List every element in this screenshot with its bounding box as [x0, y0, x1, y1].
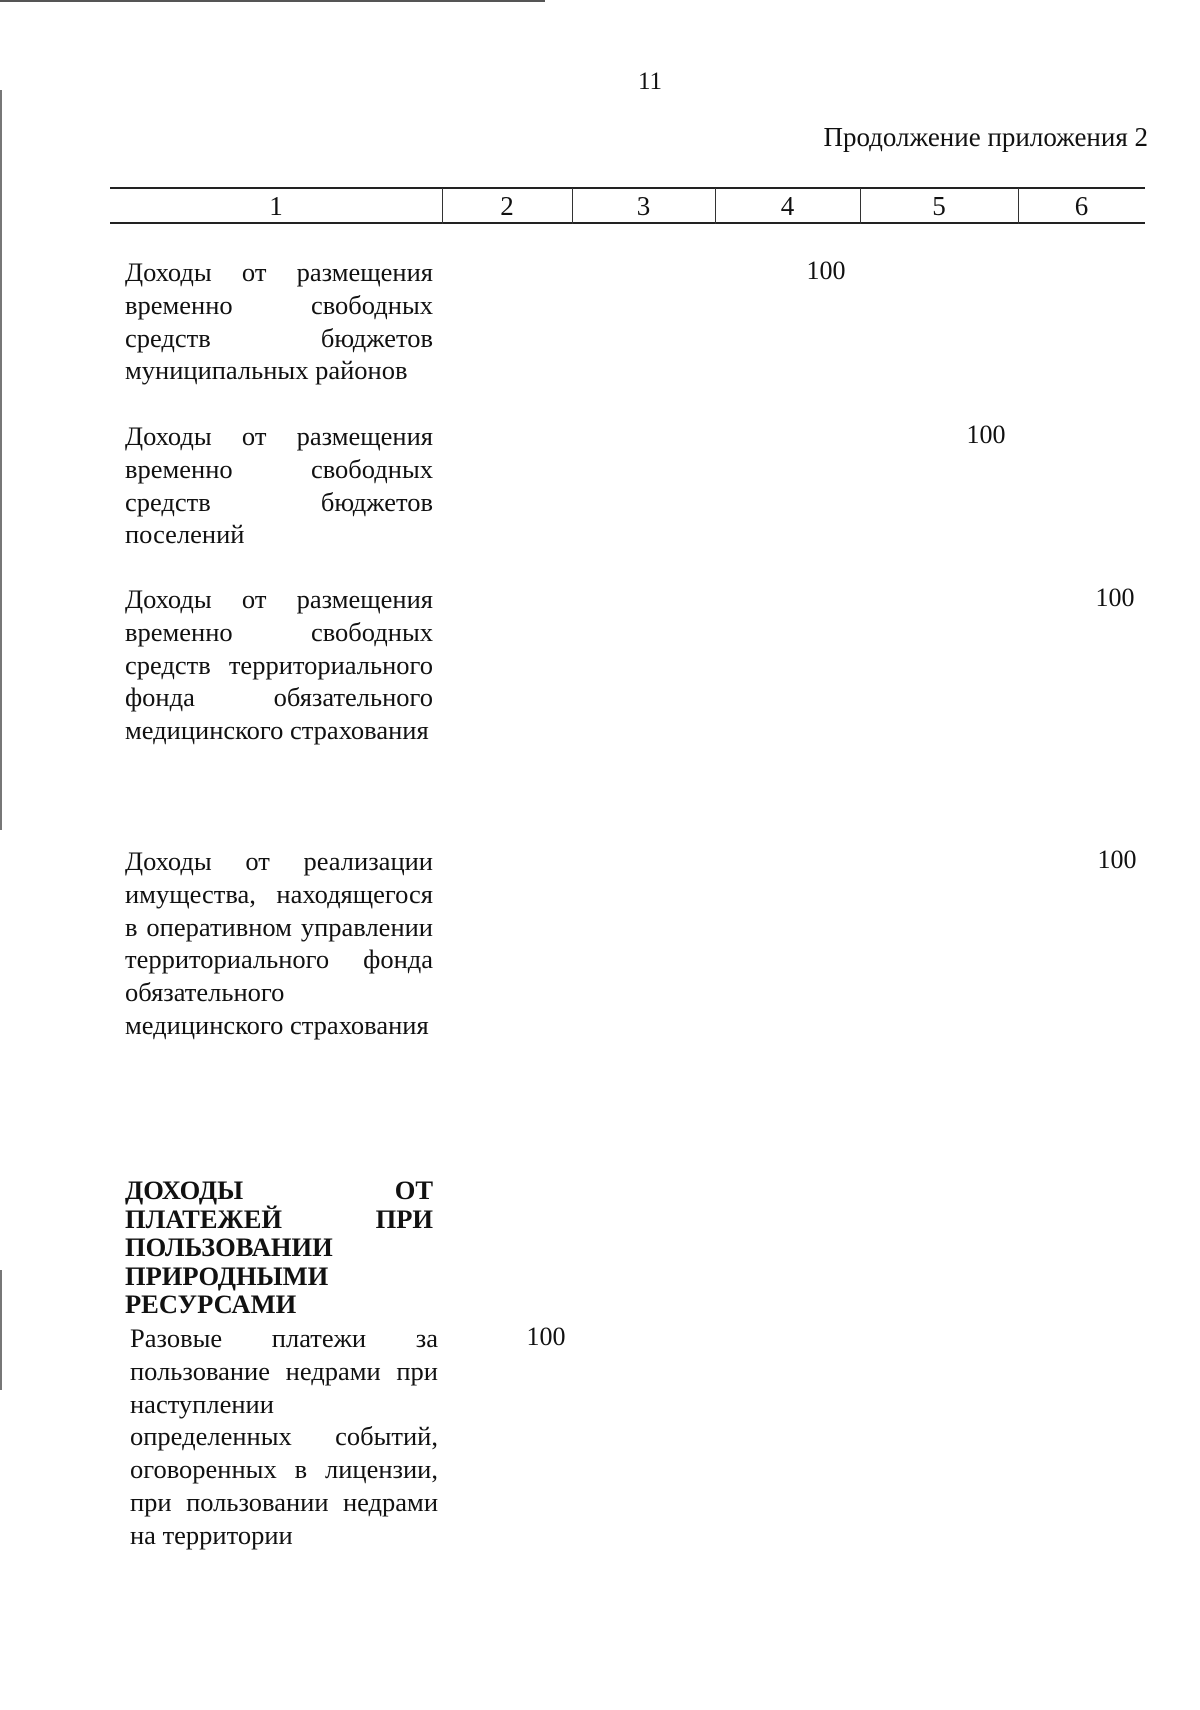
row-value-col6: 100 — [1095, 583, 1135, 612]
section-heading: ДОХОДЫ ОТ ПЛАТЕЖЕЙ ПРИ ПОЛЬЗОВАНИИ ПРИРОДНЫМИ РЕСУРСАМИ — [125, 1175, 433, 1319]
row-value-col2: 100 — [526, 1322, 566, 1351]
row-label: Разовые платежи за пользование недрами при наступлении определенных событий, оговоренных в лицензии, при пользовании недрами на территории — [130, 1323, 438, 1550]
row-label: Доходы от размещения временно свободных средств бюджетов поселений — [125, 421, 433, 550]
header-col-4: 4 — [780, 191, 795, 221]
scan-edge-left — [0, 1270, 2, 1390]
row-label: Доходы от размещения временно свободных средств территориального фонда обязательного медицинского страхования — [125, 584, 433, 746]
row-value-col4: 100 — [806, 256, 846, 285]
row-label: Доходы от размещения временно свободных средств бюджетов муниципальных районов — [125, 257, 433, 386]
row-value-col5: 100 — [966, 420, 1006, 449]
page-number: 11 — [637, 68, 663, 95]
appendix-caption: Продолжение приложения 2 — [823, 122, 1148, 152]
row-label: Доходы от реализации имущества, находящегося в оперативном управлении территориального фонда обязательного медицинского страхования — [125, 846, 433, 1040]
header-col-3: 3 — [636, 191, 651, 221]
scan-edge-left — [0, 90, 2, 830]
scan-edge-top — [0, 0, 545, 2]
header-col-2: 2 — [500, 191, 514, 221]
header-col-1: 1 — [269, 191, 283, 221]
header-col-5: 5 — [932, 191, 946, 221]
row-value-col6: 100 — [1097, 845, 1137, 874]
header-col-6: 6 — [1074, 191, 1089, 221]
